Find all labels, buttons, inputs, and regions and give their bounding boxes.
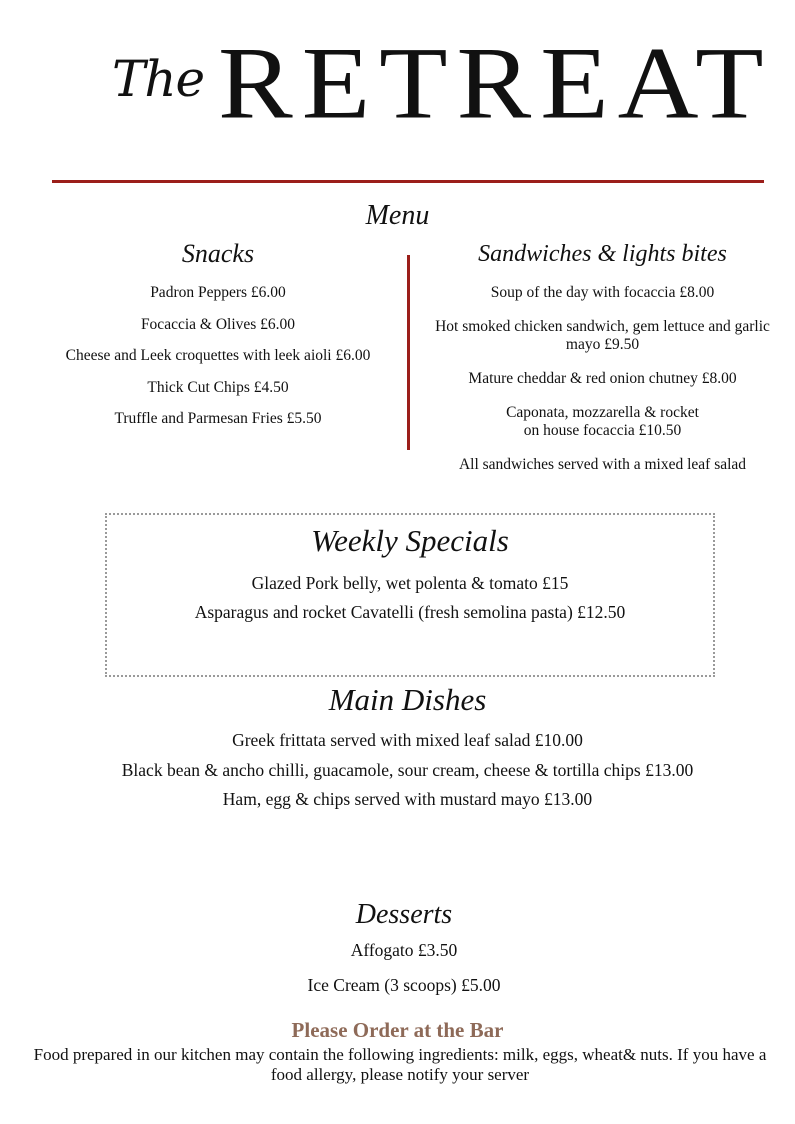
- logo-retreat: RETREAT: [218, 26, 773, 141]
- sandwiches-heading: Sandwiches & lights bites: [478, 241, 727, 267]
- dessert-item: Affogato £3.50: [350, 940, 458, 960]
- special-item: Asparagus and rocket Cavatelli (fresh semolina pasta) £12.50: [194, 602, 626, 622]
- dessert-item: Ice Cream (3 scoops) £5.00: [307, 975, 501, 995]
- sandwich-item: Mature cheddar & red onion chutney £8.00: [468, 370, 737, 387]
- main-dishes-section: [0, 680, 795, 815]
- header-divider-rule: [52, 180, 764, 183]
- main-item: Black bean & ancho chilli, guacamole, sour cream, cheese & tortilla chips £13.00: [121, 759, 694, 780]
- weekly-specials-box: [105, 513, 715, 677]
- sandwich-item: Caponata, mozzarella & rocket on house focaccia £10.50: [506, 404, 699, 439]
- snacks-heading: Snacks: [181, 239, 255, 268]
- allergy-notice: Food prepared in our kitchen may contain the following ingredients: milk, eggs, wheat& nuts. If you have a food allergy, please notify your server: [33, 1045, 767, 1084]
- menu-header: [0, 26, 795, 150]
- sandwiches-section: [430, 238, 775, 490]
- snack-item: Padron Peppers £6.00: [150, 284, 286, 301]
- mains-heading: Main Dishes: [328, 682, 487, 717]
- menu-title: Menu: [365, 200, 430, 231]
- column-divider: [407, 255, 410, 450]
- sandwich-item: Hot smoked chicken sandwich, gem lettuce and garlic mayo £9.50: [435, 318, 770, 353]
- desserts-section: [0, 897, 795, 1009]
- snacks-section: [30, 238, 406, 442]
- specials-heading: Weekly Specials: [311, 523, 509, 558]
- order-at-bar-note: Please Order at the Bar: [291, 1018, 504, 1042]
- snack-item: Truffle and Parmesan Fries £5.50: [114, 410, 322, 427]
- sandwich-item: Soup of the day with focaccia £8.00: [490, 284, 715, 301]
- desserts-heading: Desserts: [355, 899, 453, 930]
- snack-item: Cheese and Leek croquettes with leek aioli £6.00: [65, 347, 371, 364]
- sandwich-note: All sandwiches served with a mixed leaf salad: [458, 456, 747, 473]
- main-item: Ham, egg & chips served with mustard mayo £13.00: [222, 789, 593, 809]
- logo-the: The: [112, 50, 205, 108]
- special-item: Glazed Pork belly, wet polenta & tomato £15: [251, 573, 569, 593]
- main-item: Greek frittata served with mixed leaf salad £10.00: [232, 730, 583, 750]
- snack-item: Thick Cut Chips £4.50: [147, 378, 289, 396]
- snack-item: Focaccia & Olives £6.00: [140, 315, 296, 333]
